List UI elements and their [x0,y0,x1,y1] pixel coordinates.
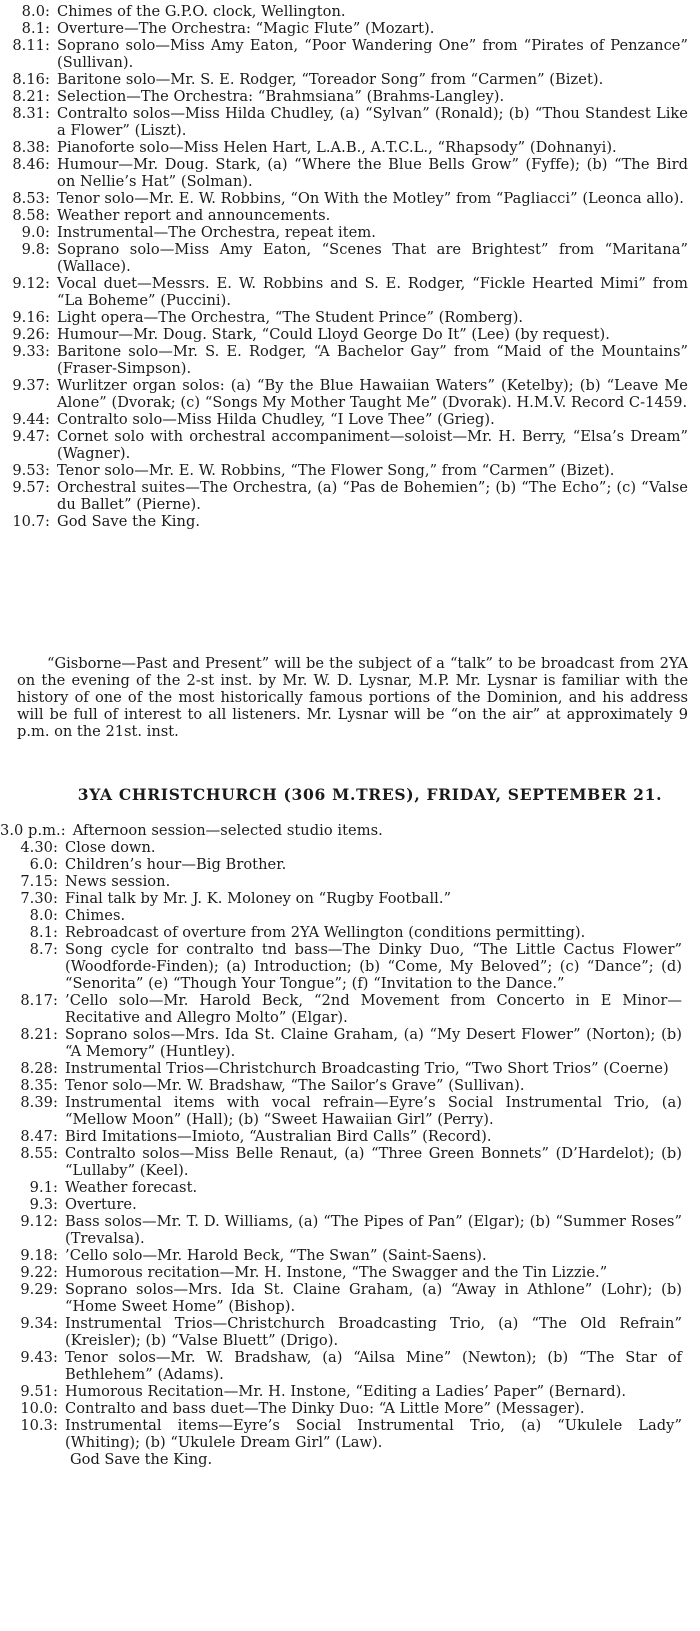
entry-text: Instrumental—The Orchestra, repeat item. [57,224,376,241]
entry-text: Contralto solo—Miss Hilda Chudley, “I Love Thee” (Grieg). [57,411,495,428]
entry-text: Humour—Mr. Doug. Stark, “Could Lloyd George Do It” (Lee) (by request). [57,326,610,343]
entry-time: 9.16: [12,309,50,326]
programme-entry [0,907,700,924]
programme-entry [0,1179,700,1196]
entry-time: 8.0: [21,3,50,20]
entry-time: 10.7: [12,513,50,530]
entry-text: Close down. [65,839,156,856]
entry-text: Soprano solo—Miss Amy Eaton, “Scenes That are Brightest” from “Maritana” (Wallace). [57,241,688,275]
programme-entry [0,1094,700,1128]
entry-text: Soprano solo—Miss Amy Eaton, “Poor Wandering One” from “Pirates of Penzance” (Sullivan). [57,37,688,71]
entry-time: 8.47: [20,1128,58,1145]
entry-text: Tenor solo—Mr. E. W. Robbins, “On With the Motley” from “Pagliacci” (Leonca allo). [57,190,684,207]
entry-time: 9.3: [29,1196,58,1213]
programme-entry [0,1128,700,1145]
entry-text: Wurlitzer organ solos: (a) “By the Blue Hawaiian Waters” (Ketelby); (b) “Leave Me Alone” (Dvorak; (c) “Songs My Mother Taught Me” (Dvorak). H.M.V. Record C-1459. [57,377,688,411]
entry-text: Instrumental items with vocal refrain—Eyre’s Social Instrumental Trio, (a) “Mellow Moon” (Hall); (b) “Sweet Hawaiian Girl” (Perry). [65,1094,682,1128]
entry-text: Rebroadcast of overture from 2YA Wellington (conditions permitting). [65,924,586,941]
entry-text: Contralto and bass duet—The Dinky Duo: “A Little More” (Messager). [65,1400,585,1417]
entry-time: 9.57: [12,479,50,496]
programme-entry [0,1213,700,1247]
entry-text: Soprano solos—Mrs. Ida St. Claine Graham, (a) “My Desert Flower” (Norton); (b) “A Memory” (Huntley). [65,1026,682,1060]
programme-entry [0,1400,700,1417]
programme-entry [0,411,700,428]
entry-time: 9.29: [20,1281,58,1298]
programme-entry [0,1077,700,1094]
programme-entry [0,1349,700,1383]
entry-text: Pianoforte solo—Miss Helen Hart, L.A.B., A.T.C.L., “Rhapsody” (Dohnanyi). [57,139,617,156]
entry-time: 8.38: [12,139,50,156]
entry-text: Weather forecast. [65,1179,198,1196]
entry-time: 8.7: [29,941,58,958]
programme-2ya [0,3,700,643]
entry-time: 8.1: [21,20,50,37]
programme-entry [0,1196,700,1213]
entry-time: 3.0 p.m.: [0,822,66,839]
programme-entry [0,309,700,326]
programme-entry [0,1315,700,1349]
entry-text: Bass solos—Mr. T. D. Williams, (a) “The Pipes of Pan” (Elgar); (b) “Summer Roses” (Trevalsa). [65,1213,682,1247]
entry-time: 9.37: [12,377,50,394]
programme-entry [0,105,700,139]
entry-text: Humorous recitation—Mr. H. Instone, “The Swagger and the Tin Lizzie.” [65,1264,608,1281]
entry-time: 8.1: [29,924,58,941]
entry-text: Final talk by Mr. J. K. Moloney on “Rugby Football.” [65,890,452,907]
entry-text: Children’s hour—Big Brother. [65,856,287,873]
entry-text: Chimes of the G.P.O. clock, Wellington. [57,3,346,20]
entry-time: 8.28: [20,1060,58,1077]
entry-time: 8.53: [12,190,50,207]
entry-text: Weather report and announcements. [57,207,331,224]
programme-entry [0,856,700,873]
programme-entry [0,513,700,530]
entry-time: 6.0: [29,856,58,873]
entry-time: 9.34: [20,1315,58,1332]
entry-time: 7.30: [20,890,58,907]
entry-time: 8.21: [12,88,50,105]
entry-time: 8.16: [12,71,50,88]
entry-text: ’Cello solo—Mr. Harold Beck, “The Swan” (Saint-Saens). [65,1247,487,1264]
programme-entry [0,1026,700,1060]
programme-entry [0,839,700,856]
programme-entry [0,1060,700,1077]
closing-anthem: God Save the King. [70,1451,213,1468]
entry-text: Chimes. [65,907,126,924]
entry-text: Vocal duet—Messrs. E. W. Robbins and S. E. Rodger, “Fickle Hearted Mimi” from “La Boheme” (Puccini). [57,275,688,309]
entry-text: Contralto solos—Miss Hilda Chudley, (a) “Sylvan” (Ronald); (b) “Thou Standest Like a Flower” (Liszt). [57,105,688,139]
entry-time: 9.33: [12,343,50,360]
entry-text: Orchestral suites—The Orchestra, (a) “Pas de Bohemien”; (b) “The Echo”; (c) “Valse du Ballet” (Pierne). [57,479,688,513]
entry-text: Bird Imitations—Imioto, “Australian Bird Calls” (Record). [65,1128,492,1145]
entry-time: 9.18: [20,1247,58,1264]
programme-entry [0,224,700,241]
entry-text: Contralto solos—Miss Belle Renaut, (a) “Three Green Bonnets” (D’Hardelot); (b) “Lullaby” (Keel). [65,1145,682,1179]
entry-time: 8.35: [20,1077,58,1094]
programme-entry [0,1145,700,1179]
entry-time: 7.15: [20,873,58,890]
entry-time: 9.26: [12,326,50,343]
entry-text: Selection—The Orchestra: “Brahmsiana” (Brahms-Langley). [57,88,505,105]
programme-entry [0,1417,700,1451]
entry-text: Baritone solo—Mr. S. E. Rodger, “Toreador Song” from “Carmen” (Bizet). [57,71,604,88]
entry-time: 9.0: [21,224,50,241]
programme-entry [0,479,700,513]
entry-time: 9.22: [20,1264,58,1281]
programme-entry [0,462,700,479]
entry-time: 9.43: [20,1349,58,1366]
entry-text: Soprano solos—Mrs. Ida St. Claine Graham, (a) “Away in Athlone” (Lohr); (b) “Home Sweet Home” (Bishop). [65,1281,682,1315]
entry-text: Tenor solo—Mr. W. Bradshaw, “The Sailor’s Grave” (Sullivan). [65,1077,525,1094]
entry-text: God Save the King. [57,513,201,530]
programme-entry [0,992,700,1026]
entry-time: 10.0: [20,1400,58,1417]
entry-time: 8.21: [20,1026,58,1043]
entry-time: 9.53: [12,462,50,479]
entry-text: Instrumental items—Eyre’s Social Instrumental Trio, (a) “Ukulele Lady” (Whiting); (b) “Ukulele Dream Girl” (Law). [65,1417,682,1451]
programme-entry [0,873,700,890]
entry-time: 8.39: [20,1094,58,1111]
entry-time: 9.12: [20,1213,58,1230]
entry-time: 8.58: [12,207,50,224]
programme-entry [0,1281,700,1315]
programme-entry [0,326,700,343]
entry-time: 9.47: [12,428,50,445]
programme-entry [0,890,700,907]
programme-entry [0,3,700,20]
entry-text: News session. [65,873,171,890]
entry-text: Song cycle for contralto tnd bass—The Dinky Duo, “The Little Cactus Flower” (Woodforde-Finden); (a) Introduction; (b) “Come, My Beloved”; (c) “Dance”; (d) “Senorita” (e) “Though Your Tongue”; (f) “Invitation to the Dance.” [65,941,682,992]
entry-text: ’Cello solo—Mr. Harold Beck, “2nd Movement from Concerto in E Minor—Recitative and Allegro Molto” (Elgar). [65,992,682,1026]
entry-text: Light opera—The Orchestra, “The Student Prince” (Romberg). [57,309,524,326]
entry-time: 9.51: [20,1383,58,1400]
entry-text: Tenor solo—Mr. E. W. Robbins, “The Flower Song,” from “Carmen” (Bizet). [57,462,615,479]
entry-time: 9.12: [12,275,50,292]
programme-entry [0,156,700,190]
gisborne-talk-note: “Gisborne—Past and Present” will be the subject of a “talk” to be broadcast from 2YA on the evening of the 2-st inst. by Mr. W. D. Lysnar, M.P. Mr. Lysnar is familiar with the history of one of the most historically famous portions of the Dominion, and his address will be full of interest to all listeners. Mr. Lysnar will be “on the air” at approximately 9 p.m. on the 21st. inst. [17,655,688,740]
programme-entry [0,37,700,71]
entry-time: 9.8: [21,241,50,258]
entry-text: Overture—The Orchestra: “Magic Flute” (Mozart). [57,20,435,37]
programme-entry [0,428,700,462]
programme-entry [0,190,700,207]
entry-time: 8.55: [20,1145,58,1162]
entry-time: 9.44: [12,411,50,428]
programme-entry [0,343,700,377]
programme-entry [0,88,700,105]
section-heading: 3YA CHRISTCHURCH (306 M.TRES), FRIDAY, SEPTEMBER 21. [77,785,663,804]
entry-text: Tenor solos—Mr. W. Bradshaw, (a) “Ailsa Mine” (Newton); (b) “The Star of Bethlehem” (Adams). [65,1349,682,1383]
programme-entry [0,20,700,37]
programme-entry [0,241,700,275]
entry-text: Humorous Recitation—Mr. H. Instone, “Editing a Ladies’ Paper” (Bernard). [65,1383,627,1400]
programme-entry [0,1264,700,1281]
entry-time: 8.46: [12,156,50,173]
entry-text: Overture. [65,1196,137,1213]
entry-time: 8.0: [29,907,58,924]
entry-time: 4.30: [20,839,58,856]
programme-entry [0,822,700,839]
entry-text: Humour—Mr. Doug. Stark, (a) “Where the Blue Bells Grow” (Fyffe); (b) “The Bird on Nellie’s Hat” (Solman). [57,156,688,190]
programme-entry [0,207,700,224]
programme-entry [0,139,700,156]
entry-time: 9.1: [29,1179,58,1196]
entry-text: Cornet solo with orchestral accompaniment—soloist—Mr. H. Berry, “Elsa’s Dream” (Wagner). [57,428,688,462]
entry-text: Instrumental Trios—Christchurch Broadcasting Trio, “Two Short Trios” (Coerne) [65,1060,669,1077]
entry-time: 8.31: [12,105,50,122]
entry-text: Baritone solo—Mr. S. E. Rodger, “A Bachelor Gay” from “Maid of the Mountains” (Fraser-Simpson). [57,343,688,377]
entry-text: Instrumental Trios—Christchurch Broadcasting Trio, (a) “The Old Refrain” (Kreisler); (b) “Valse Bluett” (Drigo). [65,1315,682,1349]
entry-time: 8.11: [12,37,50,54]
programme-entry [0,275,700,309]
programme-entry [0,941,700,992]
programme-entry [0,377,700,411]
programme-entry [0,71,700,88]
entry-time: 8.17: [20,992,58,1009]
entry-time: 10.3: [20,1417,58,1434]
programme-entry [0,1247,700,1264]
programme-3ya [0,822,700,1468]
entry-text: Afternoon session—selected studio items. [72,822,383,839]
programme-entry [0,924,700,941]
programme-entry [0,1383,700,1400]
